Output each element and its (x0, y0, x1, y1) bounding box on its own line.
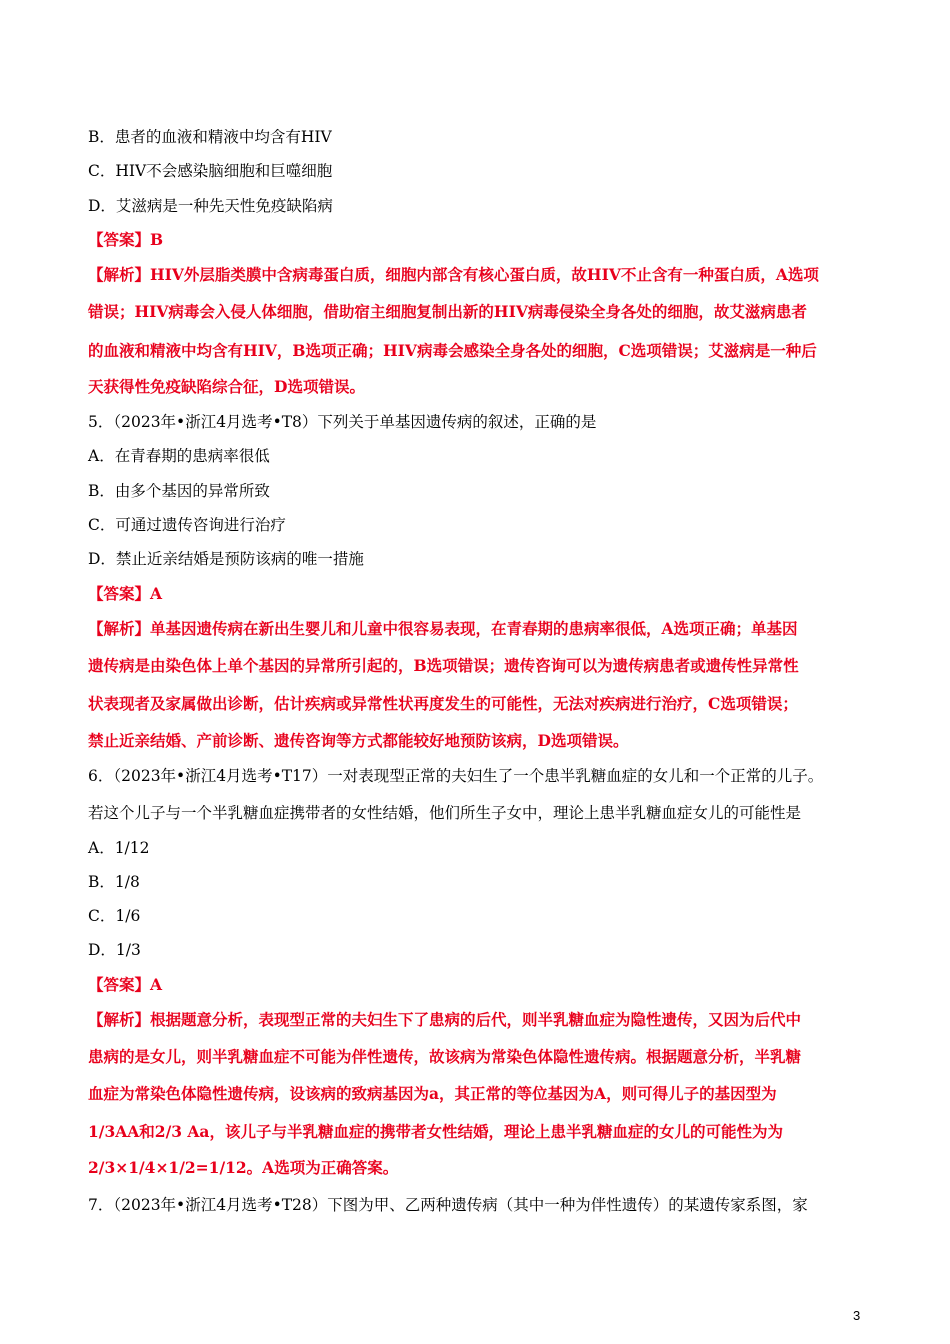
question-6-line2: 若这个儿子与一个半乳糖血症携带者的女性结婚，他们所生子女中，理论上患半乳糖血症女儿的可能性是 (88, 804, 802, 822)
question-5: 5．（2023年•浙江4月选考•T8）下列关于单基因遗传病的叙述，正确的是 (88, 413, 597, 431)
answer-q5: 【答案】A (88, 584, 163, 603)
option-d-q6: D．1/3 (88, 941, 141, 959)
question-7-line1: 7．（2023年•浙江4月选考•T28）下图为甲、乙两种遗传病（其中一种为伴性遗传）的某遗传家系图，家 (88, 1196, 808, 1214)
analysis-q5-line2: 遗传病是由染色体上单个基因的异常所引起的，B选项错误；遗传咨询可以为遗传病患者或遗传性异常性 (88, 656, 799, 675)
analysis-q4-line3: 的血液和精液中均含有HIV，B选项正确；HIV病毒会感染全身各处的细胞，C选项错误；艾滋病是一种后 (88, 341, 817, 360)
option-c-q6: C．1/6 (88, 907, 141, 925)
answer-q4: 【答案】B (88, 230, 164, 249)
analysis-q5-line1: 【解析】单基因遗传病在新出生婴儿和儿童中很容易表现，在青春期的患病率很低，A选项正确；单基因 (88, 619, 798, 638)
option-b-q4: B．患者的血液和精液中均含有HIV (88, 128, 332, 146)
analysis-q4-line1: 【解析】HIV外层脂类膜中含病毒蛋白质，细胞内部含有核心蛋白质，故HIV不止含有一种蛋白质，A选项 (88, 265, 819, 284)
option-b-q5: B．由多个基因的异常所致 (88, 482, 270, 500)
analysis-q5-line4: 禁止近亲结婚、产前诊断、遗传咨询等方式都能较好地预防该病，D选项错误。 (88, 731, 629, 750)
analysis-q6-line5: 2/3×1/4×1/2=1/12。A选项为正确答案。 (88, 1158, 399, 1177)
page-number: 3 (853, 1308, 861, 1323)
analysis-q4-line4: 天获得性免疫缺陷综合征，D选项错误。 (88, 377, 365, 396)
question-6-line1: 6．（2023年•浙江4月选考•T17）一对表现型正常的夫妇生了一个患半乳糖血症的女儿和一个正常的儿子。 (88, 767, 824, 785)
option-d-q4: D．艾滋病是一种先天性免疫缺陷病 (88, 197, 333, 215)
option-a-q6: A．1/12 (88, 839, 150, 857)
analysis-q5-line3: 状表现者及家属做出诊断，估计疾病或异常性状再度发生的可能性，无法对疾病进行治疗，C选项错误； (88, 694, 798, 713)
answer-q6: 【答案】A (88, 975, 163, 994)
analysis-q6-line3: 血症为常染色体隐性遗传病，设该病的致病基因为a，其正常的等位基因为A，则可得儿子的基因型为 (88, 1084, 777, 1103)
option-b-q6: B．1/8 (88, 873, 140, 891)
analysis-q6-line1: 【解析】根据题意分析，表现型正常的夫妇生下了患病的后代，则半乳糖血症为隐性遗传，又因为后代中 (88, 1010, 802, 1029)
option-c-q5: C．可通过遗传咨询进行治疗 (88, 516, 286, 534)
option-a-q5: A．在青春期的患病率很低 (88, 447, 270, 465)
option-d-q5: D．禁止近亲结婚是预防该病的唯一措施 (88, 550, 364, 568)
analysis-q4-line2: 错误；HIV病毒会入侵人体细胞，借助宿主细胞复制出新的HIV病毒侵染全身各处的细胞，故艾滋病患者 (88, 302, 807, 321)
option-c-q4: C．HIV不会感染脑细胞和巨噬细胞 (88, 162, 333, 180)
analysis-q6-line4: 1/3AA和2/3 Aa，该儿子与半乳糖血症的携带者女性结婚，理论上患半乳糖血症的女儿的可能性为为 (88, 1122, 783, 1141)
analysis-q6-line2: 患病的是女儿，则半乳糖血症不可能为伴性遗传，故该病为常染色体隐性遗传病。根据题意分析，半乳糖 (88, 1047, 802, 1066)
